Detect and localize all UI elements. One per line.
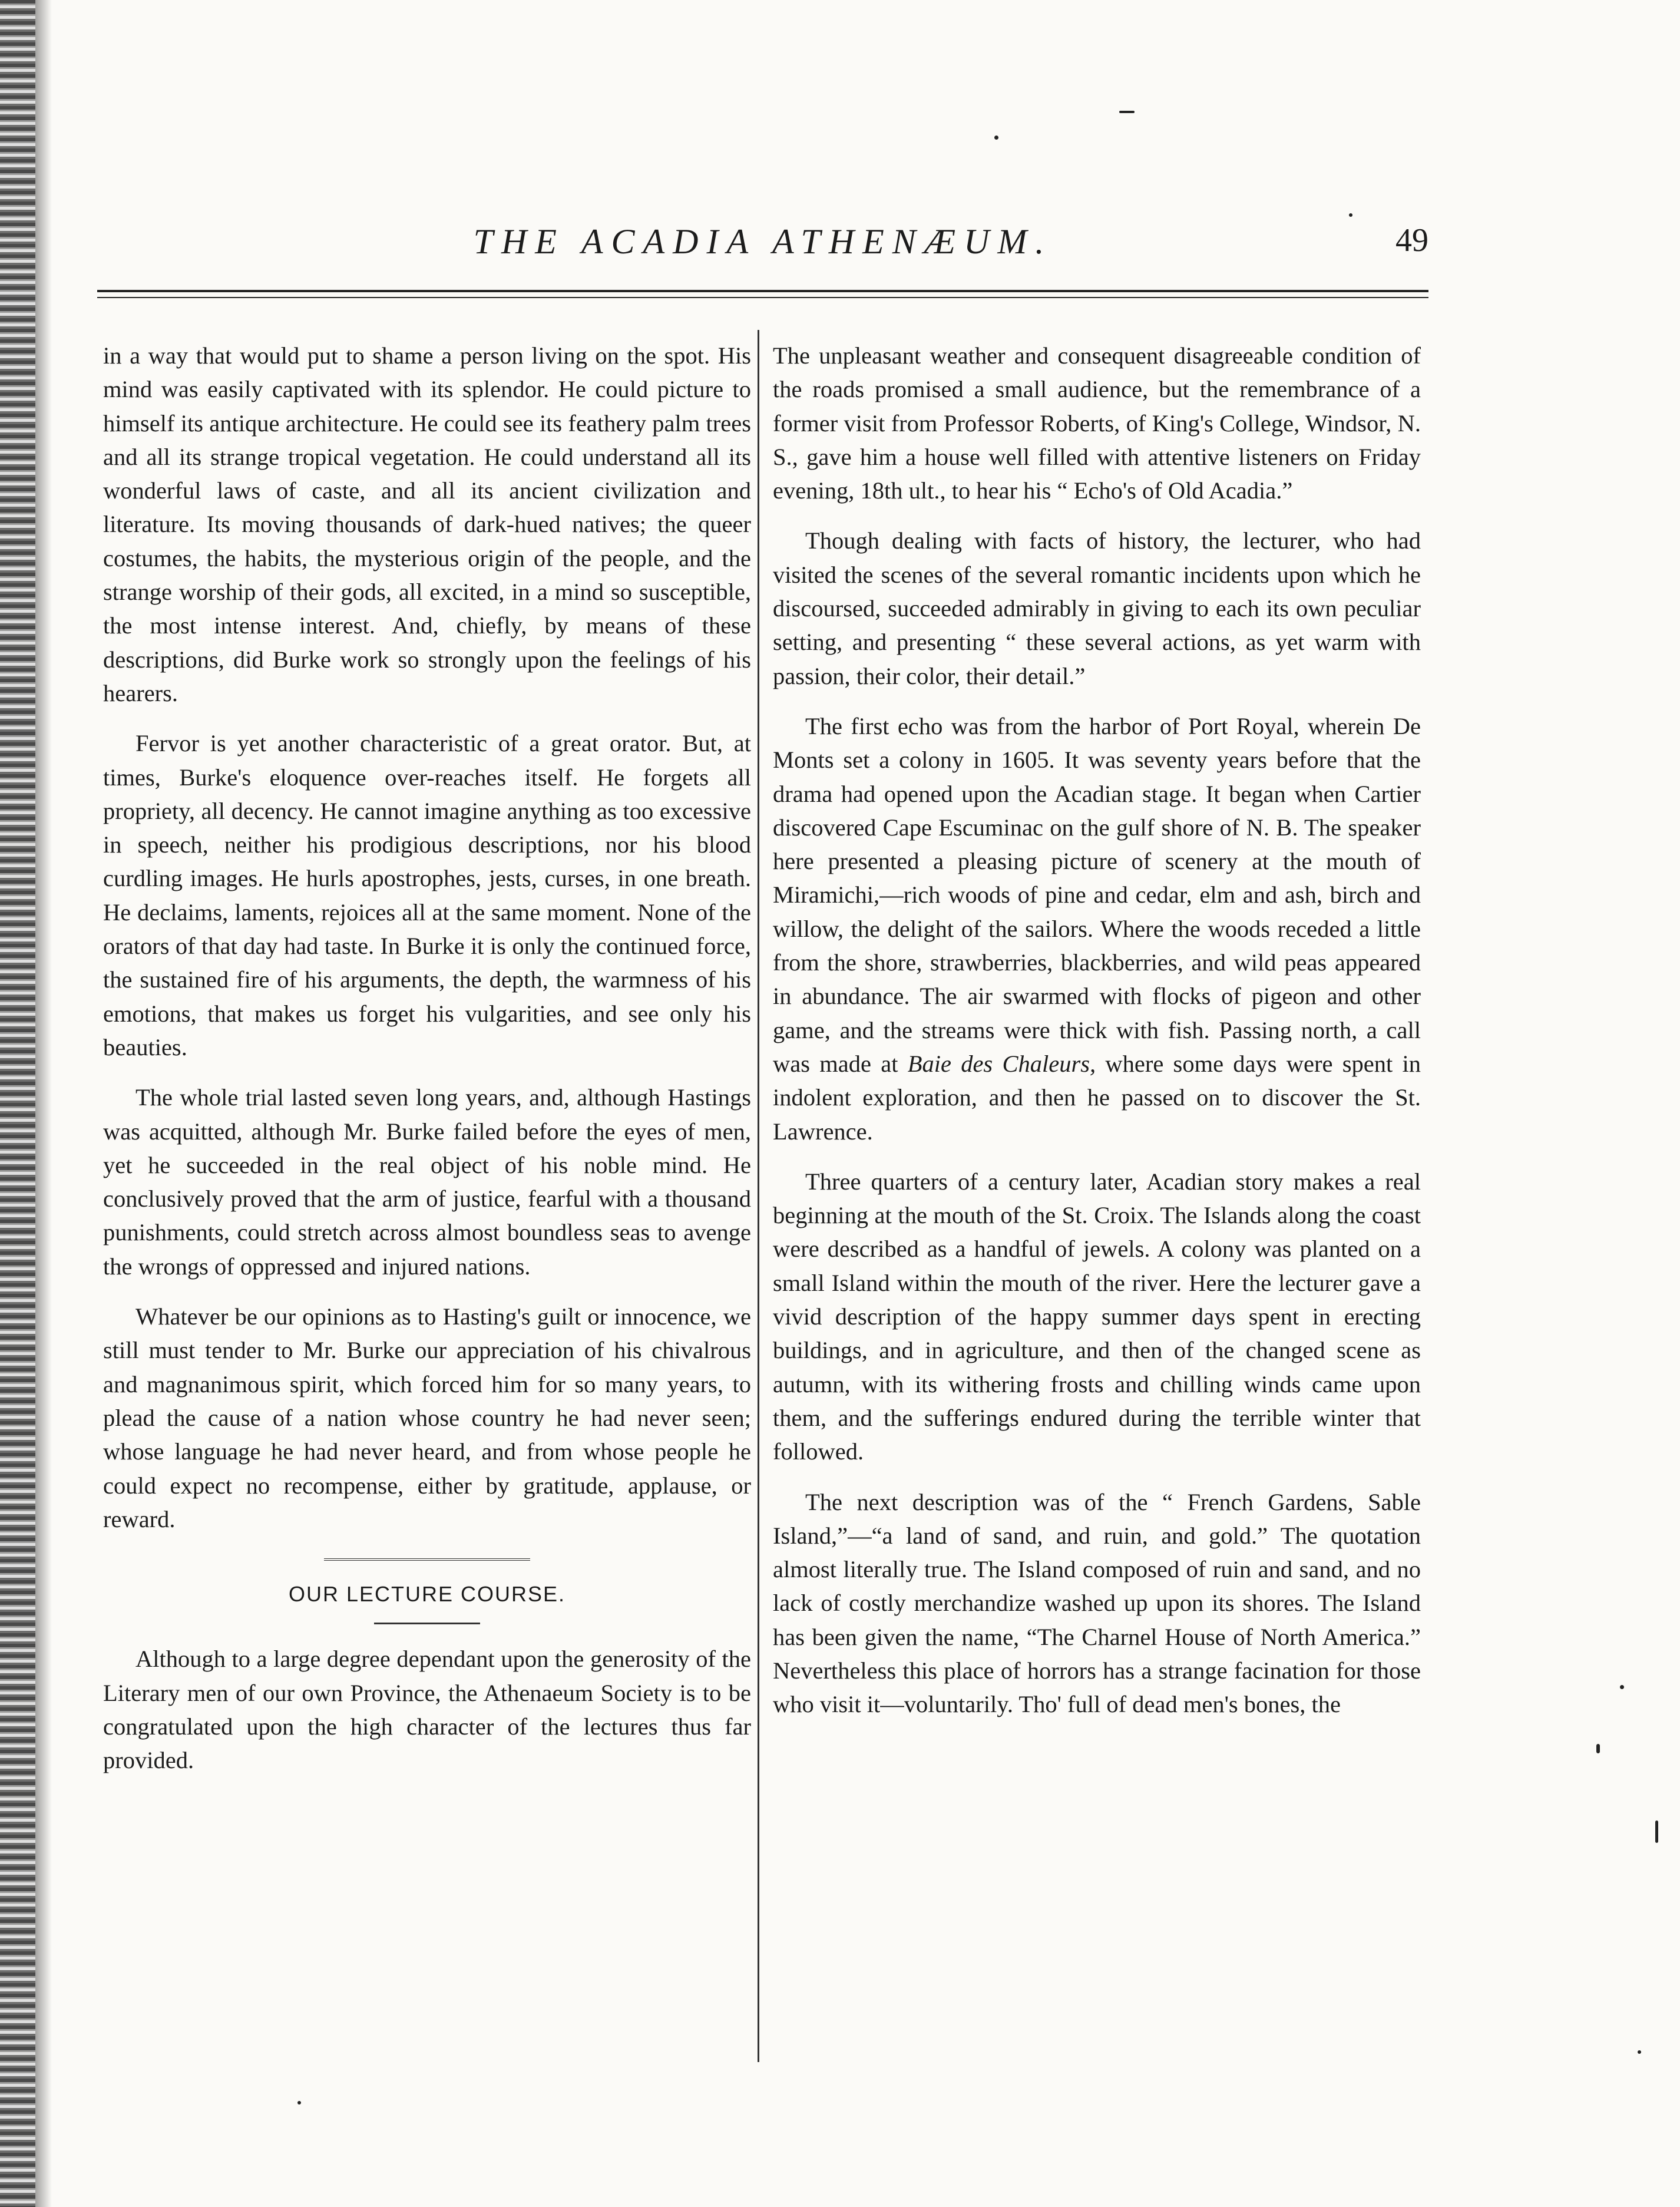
print-speck — [297, 2101, 301, 2104]
header-rule-top — [97, 290, 1428, 292]
paragraph-text: The first echo was from the harbor of Port Royal, wherein De Monts set a colony in 1605. It was seventy years before that the drama had opened upon the Acadian stage. It began when Cartier discovered Cape Escuminac on the gulf shore of N. B. The speaker here presented a pleasing picture of scenery at the mouth of Miramichi,—rich woods of pine and cedar, elm and ash, birch and willow, the delight of the sailors. Where the woods receded a little from the shore, strawberries, blackberries, and wild peas appeared in abundance. The air swarmed with flocks of pigeon and other game, and the streams were thick with fish. Passing north, a call was made at — [773, 712, 1421, 1077]
print-speck — [1620, 1685, 1624, 1689]
page-binding-edge — [0, 0, 35, 2207]
journal-title: THE ACADIA ATHENÆUM. — [473, 222, 1053, 261]
print-speck — [994, 136, 998, 140]
print-speck — [1349, 213, 1352, 217]
paragraph: Three quarters of a century later, Acadian story makes a real beginning at the mouth of the St. Croix. The Islands along the coast were described as a handful of jewels. A colony was planted on a small Island within the mouth of the river. Here the lecturer gave a vivid description of the happy summer days spent in erecting buildings, and in agriculture, and then of the changed scene as autumn, with its withering frosts and chilling winds came upon them, and the sufferings endured during the terrible winter that followed. — [773, 1168, 1421, 1465]
print-speck — [1596, 1744, 1600, 1753]
paragraph: Whatever be our opinions as to Hasting's guilt or innocence, we still must tender to Mr. Burke our appreciation of his chivalrous and magnanimous spirit, which forced him for so many years, to plead the cause of a nation whose country he had never seen; whose language he had never heard, and from whose people he could expect no recompense, either by gratitude, applause, or reward. — [103, 1303, 751, 1532]
column-divider — [758, 330, 759, 2062]
paragraph: The next description was of the “ French Gardens, Sable Island,”—“a land of sand, and ruin, and gold.” The quotation almost literally true. The Island composed of ruin and sand, and no lack of costly merchandize washed up upon its shores. The Island has been given the name, “The Charnel House of North America.” Nevertheless this place of horrors has a strange facination for those who visit it—voluntarily. Tho' full of dead men's bones, the — [773, 1488, 1421, 1718]
paragraph — [773, 709, 1421, 1148]
right-column — [773, 339, 1421, 1722]
paragraph: Although to a large degree dependant upon the generosity of the Literary men of our own Province, the Athenaeum Society is to be congratulated upon the high character of the lectures thus far provided. — [103, 1646, 751, 1774]
print-speck — [1119, 111, 1135, 113]
paragraph: Though dealing with facts of history, the lecturer, who had visited the scenes of the several romantic incidents upon which he discoursed, succeeded admirably in giving to each its own peculiar setting, and presenting “ these several actions, as yet warm with passion, their color, their detail.” — [773, 527, 1421, 689]
print-speck — [1638, 2050, 1641, 2054]
italic-place-name: Baie des Chaleurs, — [907, 1050, 1096, 1077]
print-speck — [1655, 1821, 1658, 1843]
paragraph: in a way that would put to shame a person living on the spot. His mind was easily captivated with its splendor. He could picture to himself its antique architecture. He could see its feathery palm trees and all its strange tropical vegetation. He could understand all its wonderful laws of caste, and all its ancient civilization and literature. Its moving thousands of dark-hued natives; the queer costumes, the habits, the mysterious origin of the people, and the strange worship of their gods, all excited, in a mind so susceptible, the most intense interest. And, chiefly, by means of these descriptions, did Burke work so strongly upon the feelings of his hearers. — [103, 342, 751, 706]
binding-shadow — [35, 0, 52, 2207]
header-rule-bottom — [97, 297, 1428, 298]
paragraph: The unpleasant weather and consequent disagreeable condition of the roads promised a small audience, but the remembrance of a former visit from Professor Roberts, of King's College, Windsor, N. S., gave him a house well filled with attentive listeners on Friday evening, 18th ult., to hear his “ Echo's of Old Acadia.” — [773, 342, 1421, 504]
heading-underline-rule — [374, 1623, 480, 1624]
page-number: 49 — [1395, 222, 1428, 259]
left-column — [103, 339, 751, 1778]
paragraph-text-continued: where some days were spent in indolent exploration, and then he passed on to discover the St. Lawrence. — [773, 1050, 1421, 1145]
running-head — [97, 222, 1428, 280]
paragraph: Fervor is yet another characteristic of a great orator. But, at times, Burke's eloquence over-reaches itself. He forgets all propriety, all decency. He cannot imagine anything as too excessive in speech, neither his prodigious descriptions, nor his blood curdling images. He hurls apostrophes, jests, curses, in one breath. He declaims, laments, rejoices all at the same moment. None of the orators of that day had taste. In Burke it is only the continued force, the sustained fire of his arguments, the depth, the warmness of his emotions, that makes us forget his vulgarities, and see only his beauties. — [103, 730, 751, 1060]
section-heading: OUR LECTURE COURSE. — [288, 1582, 566, 1607]
paragraph: The whole trial lasted seven long years, and, although Hastings was acquitted, although Mr. Burke failed before the eyes of men, yet he succeeded in the real object of his noble mind. He conclusively proved that the arm of justice, fearful with a thousand punishments, could stretch across almost boundless seas to avenge the wrongs of oppressed and injured nations. — [103, 1084, 751, 1280]
section-divider-rule — [324, 1558, 530, 1561]
